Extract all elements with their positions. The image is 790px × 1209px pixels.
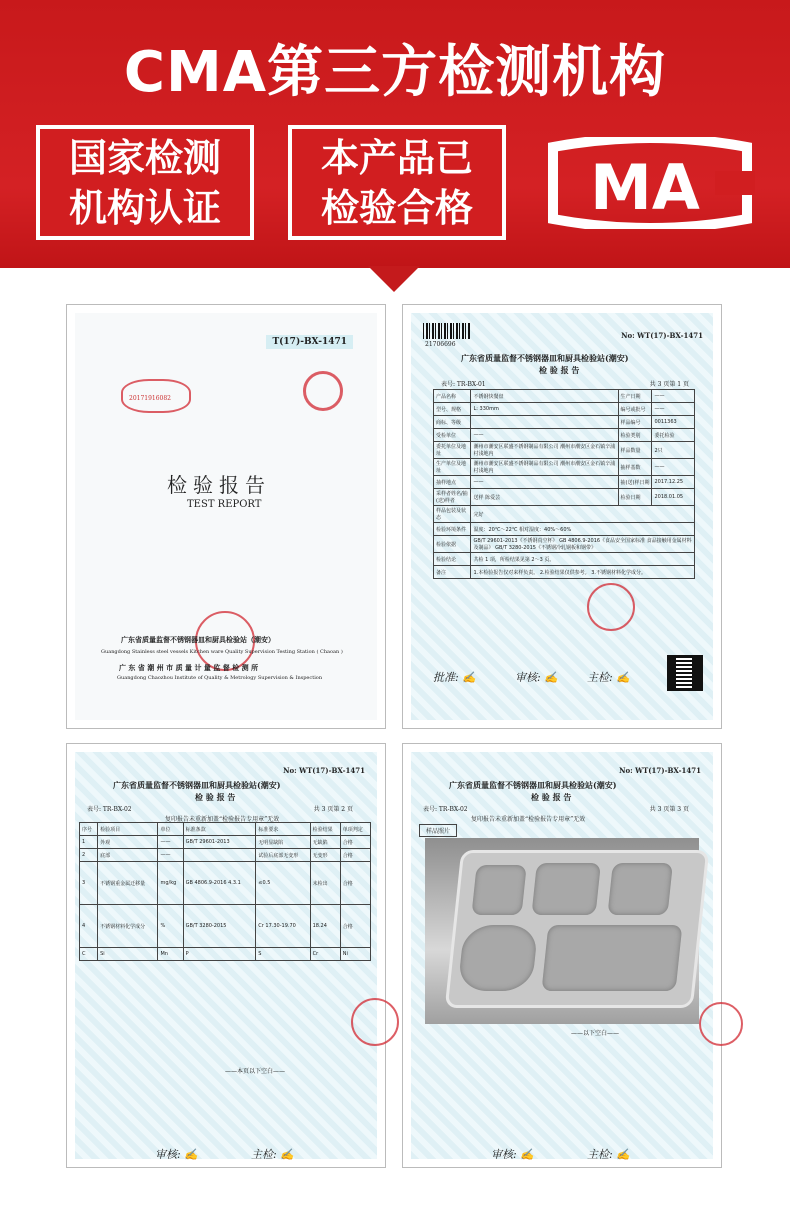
p3-form-no: 表号: TR-BX-02: [423, 806, 468, 813]
cover-report-no: T(17)-BX-1471: [266, 335, 353, 349]
p1-sign-check-label: 主检:: [587, 671, 613, 684]
badge-product-passed: [288, 125, 506, 240]
p3-seal-icon: [699, 1002, 743, 1046]
table-cell: 1: [80, 836, 98, 849]
p1-sign-approve: 批准: ✍: [433, 671, 476, 684]
table-row: [434, 476, 695, 489]
table-row: [434, 489, 695, 506]
table-cell: GB/T 29601-2013: [183, 836, 256, 849]
table-cell: 2: [80, 849, 98, 862]
qr-code-icon: [667, 655, 703, 691]
p3-title: 检 验 报 告: [531, 792, 572, 802]
table-cell: ——: [158, 849, 183, 862]
report-page-2: [66, 743, 386, 1168]
table-cell: 2017.12.25: [652, 476, 695, 489]
cover-org-cn: 广东省质量监督不锈钢器皿和厨具检验站（潮安）: [121, 635, 275, 644]
element-cell: C: [80, 948, 98, 961]
table-cell: 0011363: [652, 416, 695, 429]
badge-right-line-1: 本产品已: [320, 136, 473, 180]
p1-barcode-no: 21706696: [425, 341, 456, 348]
table-cell: 检验类别: [618, 429, 652, 442]
table-cell: 商标、等级: [434, 416, 471, 429]
p2-note: 复印报告未重新加盖“检验报告专用章”无效: [165, 816, 280, 823]
table-cell: 2只: [652, 442, 695, 459]
table-cell: 检验环境条件: [434, 523, 471, 536]
report-cover: [66, 304, 386, 729]
table-row: [80, 862, 371, 905]
table-row: [434, 553, 695, 566]
badge-certified-institute: [36, 125, 254, 240]
p1-page-info: 共 3 页第 1 页: [649, 381, 689, 388]
table-cell: 委托单位及地址: [434, 442, 471, 459]
cover-org-en: Guangdong Stainless steel vessels Kitchen ware Quality Supervision Testing Station ( Chaoan ): [101, 649, 343, 655]
cover-title-cn: 检验报告: [167, 473, 271, 497]
p3-org: 广东省质量监督不锈钢器皿和厨具检验站(潮安): [449, 780, 617, 790]
table-row: [434, 536, 695, 553]
cover-stamp-number: 20171916082: [129, 395, 171, 402]
cma-logo-icon: [545, 137, 755, 229]
element-cell: Ni: [340, 948, 370, 961]
p3-note: 复印报告未重新加盖“检验报告专用章”无效: [471, 816, 586, 823]
table-cell: ——: [652, 390, 695, 403]
page-title: CMA第三方检测机构: [123, 40, 667, 105]
table-cell: 共检 1 项，所检结果见第 2～3 页。: [471, 553, 695, 566]
table-row: [434, 506, 695, 523]
p1-info-table: [433, 389, 695, 579]
table-row: [434, 403, 695, 416]
p1-report-no: No: WT(17)-BX-1471: [621, 331, 703, 340]
table-cell: 不锈钢材料化学成分: [98, 905, 158, 948]
banner-pointer: [368, 266, 420, 292]
table-cell: 试验后底部无变形: [256, 849, 310, 862]
p3-page-info: 共 3 页第 3 页: [649, 806, 689, 813]
cover-inst-cn: 广 东 省 潮 州 市 质 量 计 量 监 督 检 测 所: [119, 663, 259, 672]
table-cell: ——: [471, 429, 618, 442]
table-header-cell: 检验结果: [310, 823, 340, 836]
p1-sign-review: 审核: ✍: [515, 671, 558, 684]
table-cell: L: 330mm: [471, 403, 618, 416]
table-cell: 检验结论: [434, 553, 471, 566]
p1-sign-check: 主检: ✍: [587, 671, 630, 684]
table-row: [434, 416, 695, 429]
steel-tray-image: [445, 850, 710, 1008]
p1-seal-icon: [587, 583, 635, 631]
report-page-3: [402, 743, 722, 1168]
table-cell: 合格: [340, 905, 370, 948]
table-cell: 检验依据: [434, 536, 471, 553]
p2-report-no: No: WT(17)-BX-1471: [283, 766, 365, 775]
table-header-cell: 单位: [158, 823, 183, 836]
element-row: [80, 948, 371, 961]
table-cell: 无变形: [310, 849, 340, 862]
element-cell: Si: [98, 948, 158, 961]
table-row: [80, 905, 371, 948]
table-header-row: [80, 823, 371, 836]
table-cell: 送样 陈爱芸: [471, 489, 618, 506]
table-cell: 无明显缺陷: [256, 836, 310, 849]
p2-page-info: 共 3 页第 2 页: [313, 806, 353, 813]
cma-logo-text: MA: [590, 151, 700, 224]
table-cell: 委托检验: [652, 429, 695, 442]
table-cell: Cr 17.30-19.70: [256, 905, 310, 948]
table-cell: ——: [471, 476, 618, 489]
table-header-cell: 标准要求: [256, 823, 310, 836]
table-cell: 完好: [471, 506, 695, 523]
element-cell: S: [256, 948, 310, 961]
table-cell: 潮州市潮安区联盛不锈钢制品有限公司 潮州市潮安区金石镇辛浦村浅地内: [471, 442, 618, 459]
p1-sign-review-label: 审核:: [515, 671, 541, 684]
p1-sign-approve-label: 批准:: [433, 671, 459, 684]
tray-compartment-small-2: [531, 863, 600, 915]
tray-compartment-large: [541, 925, 682, 991]
table-cell: 不锈钢快餐盘: [471, 390, 618, 403]
p3-footer-note: ——以下空白——: [571, 1030, 620, 1037]
table-row: [434, 523, 695, 536]
table-cell: GB/T 29601-2013《不锈钢真空杯》 GB 4806.9-2016《食品安全国家标准 食品接触用金属材料及制品》 GB/T 3280-2015《不锈钢冷轧钢板和钢带》: [471, 536, 695, 553]
cal-stamp-icon: [303, 371, 343, 411]
table-cell: 未检出: [310, 862, 340, 905]
table-cell: 1.本检验报告仅对来样负责。 2.检验结果仅供参考。 3.不锈钢材料化学成分。: [471, 566, 695, 579]
table-cell: 4: [80, 905, 98, 948]
cover-title-en: TEST REPORT: [187, 499, 262, 510]
table-header-cell: 序号: [80, 823, 98, 836]
p2-title: 检 验 报 告: [195, 792, 236, 802]
table-header-cell: 检验项目: [98, 823, 158, 836]
badge-left-line-1: 国家检测: [68, 136, 221, 180]
table-cell: 样品数量: [618, 442, 652, 459]
p2-sign-check: 主检: ✍: [251, 1148, 294, 1161]
table-cell: 样品编号: [618, 416, 652, 429]
p1-title: 检 验 报 告: [539, 365, 580, 375]
p2-org: 广东省质量监督不锈钢器皿和厨具检验站(潮安): [113, 780, 281, 790]
p3-report-no: No: WT(17)-BX-1471: [619, 766, 701, 775]
p2-sign-review: 审核: ✍: [155, 1148, 198, 1161]
table-cell: 生产日期: [618, 390, 652, 403]
product-photo: [425, 838, 699, 1024]
table-cell: mg/kg: [158, 862, 183, 905]
table-header-cell: 标准条款: [183, 823, 256, 836]
table-cell: 备注: [434, 566, 471, 579]
table-cell: 产品名称: [434, 390, 471, 403]
table-cell: 潮州市潮安区联盛不锈钢制品有限公司 潮州市潮安区金石镇辛浦村浅地内: [471, 459, 618, 476]
table-cell: 型号、规格: [434, 403, 471, 416]
element-cell: P: [183, 948, 256, 961]
badge-left-line-2: 机构认证: [68, 186, 221, 230]
tray-compartment-small-1: [471, 865, 526, 915]
table-cell: 抽(送)样日期: [618, 476, 652, 489]
p2-form-no: 表号: TR-BX-02: [87, 806, 132, 813]
p3-sign-review: 审核: ✍: [491, 1148, 534, 1161]
table-cell: 合格: [340, 862, 370, 905]
p3-photo-header: 样品照片: [419, 824, 457, 837]
tray-compartment-round: [457, 925, 538, 991]
table-cell: 3: [80, 862, 98, 905]
table-cell: 18.24: [310, 905, 340, 948]
p1-org: 广东省质量监督不锈钢器皿和厨具检验站(潮安): [461, 353, 629, 363]
table-row: [434, 390, 695, 403]
table-cell: [183, 849, 256, 862]
table-cell: 温度：20℃～22℃ 相对湿度：40%～60%: [471, 523, 695, 536]
table-row: [434, 442, 695, 459]
p2-sign-check-label: 主检:: [251, 1148, 277, 1161]
table-cell: 受检单位: [434, 429, 471, 442]
table-cell: 不锈钢重金属迁移量: [98, 862, 158, 905]
table-cell: 抽样基数: [618, 459, 652, 476]
p2-sign-review-label: 审核:: [155, 1148, 181, 1161]
p2-seal-icon: [351, 998, 399, 1046]
element-cell: Mn: [158, 948, 183, 961]
p1-form-no: 表号: TR-BX-01: [441, 381, 486, 388]
tray-compartment-small-3: [607, 863, 672, 915]
table-cell: ——: [652, 459, 695, 476]
p3-sign-check-label: 主检:: [587, 1148, 613, 1161]
report-page-1: [402, 304, 722, 729]
table-cell: 底部: [98, 849, 158, 862]
table-cell: 合格: [340, 836, 370, 849]
table-row: [80, 836, 371, 849]
table-row: [434, 429, 695, 442]
table-cell: GB 4806.9-2016 4.3.1: [183, 862, 256, 905]
p3-sign-check: 主检: ✍: [587, 1148, 630, 1161]
table-cell: ≤0.5: [256, 862, 310, 905]
p2-footer-note: ——本页以下空白——: [225, 1068, 286, 1075]
barcode-icon: [423, 323, 471, 339]
p2-results-table: [79, 822, 371, 961]
table-cell: ——: [158, 836, 183, 849]
table-row: [434, 459, 695, 476]
table-row: [80, 849, 371, 862]
table-cell: GB/T 3280-2015: [183, 905, 256, 948]
table-cell: 编号或批号: [618, 403, 652, 416]
table-cell: 检验日期: [618, 489, 652, 506]
table-cell: 外观: [98, 836, 158, 849]
table-cell: 抽样地点: [434, 476, 471, 489]
table-cell: 合格: [340, 849, 370, 862]
element-cell: Cr: [310, 948, 340, 961]
table-cell: 采样者姓名/抽(送)样者: [434, 489, 471, 506]
table-cell: %: [158, 905, 183, 948]
table-cell: 生产单位及地址: [434, 459, 471, 476]
table-cell: [471, 416, 618, 429]
table-header-cell: 单项判定: [340, 823, 370, 836]
table-cell: 样品包装及状态: [434, 506, 471, 523]
badge-right-line-2: 检验合格: [320, 186, 473, 230]
table-cell: ——: [652, 403, 695, 416]
cover-inst-en: Guangdong Chaozhou Institute of Quality & Metrology Supervision & Inspection: [117, 675, 323, 681]
table-row: [434, 566, 695, 579]
table-cell: 2018.01.05: [652, 489, 695, 506]
table-cell: 无缺陷: [310, 836, 340, 849]
p3-sign-review-label: 审核:: [491, 1148, 517, 1161]
